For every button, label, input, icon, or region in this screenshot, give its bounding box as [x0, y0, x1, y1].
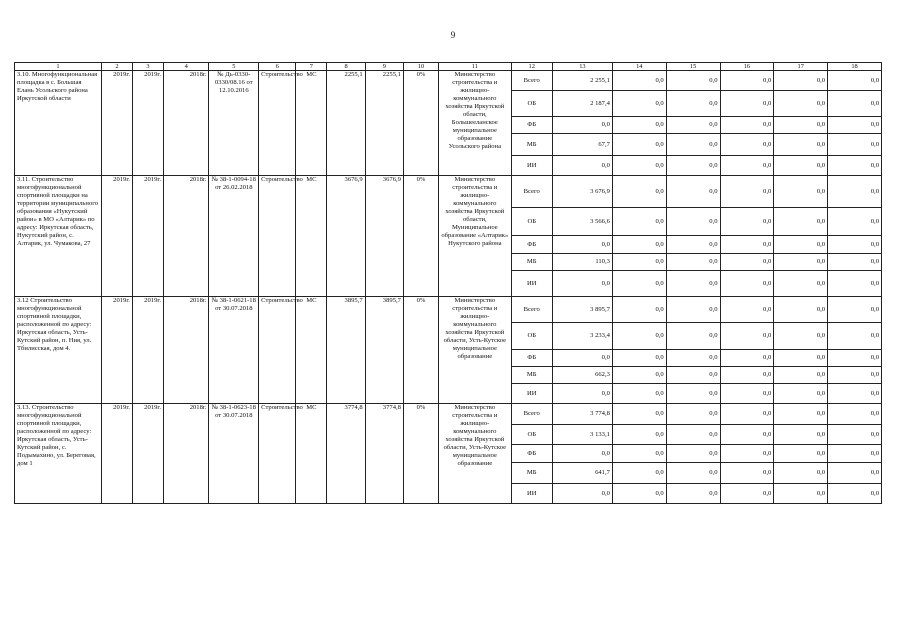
funding-source-label: Всего — [511, 176, 552, 208]
amount-cell: 0,0 — [612, 425, 666, 445]
amount-cell: 0,0 — [666, 208, 720, 236]
amount-cell: 0,0 — [666, 297, 720, 323]
amount-cell: 0,0 — [552, 445, 612, 463]
amount-cell: 0,0 — [774, 71, 828, 91]
amount-cell: 0,0 — [552, 156, 612, 176]
funding-source-label: ФБ — [511, 445, 552, 463]
column-number: 14 — [612, 63, 666, 71]
funding-source-label: ОБ — [511, 91, 552, 117]
amount-cell: 0,0 — [828, 254, 882, 271]
amount-cell: 0,0 — [774, 236, 828, 254]
table-row — [15, 176, 882, 208]
amount-cell: 0,0 — [774, 404, 828, 425]
amount-cell: 0,0 — [774, 367, 828, 384]
column-number: 7 — [296, 63, 327, 71]
amount-cell: 0,0 — [612, 384, 666, 404]
column-number: 11 — [439, 63, 511, 71]
amount-cell: 0,0 — [612, 236, 666, 254]
amount-cell: 0,0 — [828, 236, 882, 254]
amount-cell: 0,0 — [666, 71, 720, 91]
readiness-cell: 0% — [403, 71, 438, 176]
amount-cell: 0,0 — [612, 134, 666, 156]
amount-cell: 0,0 — [828, 297, 882, 323]
amount-cell: 0,0 — [828, 156, 882, 176]
amount-cell: 0,0 — [774, 484, 828, 504]
document-cell: № 38-1-0623-18 от 30.07.2018 — [209, 404, 259, 504]
amount-cell: 0,0 — [774, 445, 828, 463]
amount-cell: 0,0 — [720, 271, 774, 297]
funding-source-label: Всего — [511, 71, 552, 91]
column-number: 9 — [365, 63, 403, 71]
amount-cell: 662,3 — [552, 367, 612, 384]
amount-cell: 3 566,6 — [552, 208, 612, 236]
column-number-row — [15, 63, 882, 71]
amount-cell: 0,0 — [612, 445, 666, 463]
document-cell: № Дь-0330-0330/08.16 от 12.10.2016 — [209, 71, 259, 176]
amount-cell: 3 774,8 — [552, 404, 612, 425]
amount-cell: 0,0 — [612, 404, 666, 425]
year-end-cell: 2019г. — [132, 404, 163, 504]
amount-cell: 0,0 — [720, 425, 774, 445]
page-number: 9 — [450, 30, 456, 40]
object-name-cell: 3.13. Строительство многофункциональной спортивной площадки, расположенной по адресу: Иркутская область, Усть-Кутский район, с. Подымахино, ул. Береговая, дом 1 — [15, 404, 102, 504]
amount-cell: 0,0 — [720, 350, 774, 367]
object-name-cell: 3.10. Многофункциональная площадка в с. Большая Елань Усольского района Иркутской области — [15, 71, 102, 176]
year-start-cell: 2019г. — [101, 404, 132, 504]
funding-source-label: Всего — [511, 404, 552, 425]
amount-cell: 0,0 — [774, 254, 828, 271]
column-number: 17 — [774, 63, 828, 71]
year-start-cell: 2019г. — [101, 71, 132, 176]
table-row — [15, 71, 882, 91]
cost-cell: 3676,9 — [327, 176, 365, 297]
document-cell: № 38-1-0094-18 от 26.02.2018 — [209, 176, 259, 297]
organization-cell: Министерство строительства и жилищно-коммунального хозяйства Иркутской области, Усть-Кутское муниципальное образование — [439, 297, 511, 404]
funding-source-label: ИИ — [511, 156, 552, 176]
amount-cell: 0,0 — [774, 156, 828, 176]
amount-cell: 0,0 — [828, 350, 882, 367]
year-design-cell: 2018г. — [163, 71, 209, 176]
amount-cell: 0,0 — [720, 208, 774, 236]
year-end-cell: 2019г. — [132, 71, 163, 176]
column-number: 16 — [720, 63, 774, 71]
amount-cell: 0,0 — [666, 350, 720, 367]
table-row — [15, 404, 882, 425]
amount-cell: 0,0 — [828, 271, 882, 297]
funding-source-label: ФБ — [511, 117, 552, 134]
column-number: 8 — [327, 63, 365, 71]
amount-cell: 0,0 — [666, 134, 720, 156]
table-row — [15, 297, 882, 323]
amount-cell: 0,0 — [612, 208, 666, 236]
amount-cell: 0,0 — [552, 117, 612, 134]
funding-source-label: ОБ — [511, 323, 552, 350]
amount-cell: 3 895,7 — [552, 297, 612, 323]
amount-cell: 0,0 — [552, 236, 612, 254]
amount-cell: 3 233,4 — [552, 323, 612, 350]
funding-source-label: ИИ — [511, 484, 552, 504]
amount-cell: 2 255,1 — [552, 71, 612, 91]
work-type-cell: Строительство — [259, 297, 296, 404]
amount-cell: 0,0 — [828, 384, 882, 404]
amount-cell: 0,0 — [774, 134, 828, 156]
amount-cell: 0,0 — [828, 425, 882, 445]
amount-cell: 0,0 — [720, 484, 774, 504]
amount-cell: 0,0 — [612, 176, 666, 208]
amount-cell: 0,0 — [666, 384, 720, 404]
amount-cell: 0,0 — [774, 271, 828, 297]
amount-cell: 0,0 — [612, 350, 666, 367]
amount-cell: 2 187,4 — [552, 91, 612, 117]
column-number: 13 — [552, 63, 612, 71]
amount-cell: 0,0 — [612, 484, 666, 504]
year-end-cell: 2019г. — [132, 297, 163, 404]
amount-cell: 0,0 — [828, 117, 882, 134]
column-number: 1 — [15, 63, 102, 71]
amount-cell: 0,0 — [774, 425, 828, 445]
funding-source-label: ОБ — [511, 425, 552, 445]
amount-cell: 0,0 — [666, 254, 720, 271]
organization-cell: Министерство строительства и жилищно-коммунального хозяйства Иркутской области, Большееланское муниципальное образование Усольского района — [439, 71, 511, 176]
amount-cell: 0,0 — [720, 463, 774, 484]
amount-cell: 0,0 — [720, 445, 774, 463]
amount-cell: 0,0 — [666, 463, 720, 484]
amount-cell: 0,0 — [720, 254, 774, 271]
year-start-cell: 2019г. — [101, 297, 132, 404]
amount-cell: 0,0 — [720, 236, 774, 254]
amount-cell: 0,0 — [828, 134, 882, 156]
year-design-cell: 2018г. — [163, 176, 209, 297]
cost-cell: 3895,7 — [327, 297, 365, 404]
object-name-cell: 3.11. Строительство многофункциональной спортивной площадки на территории муниципального образования «Нукутский район» в МО «Алтарик» по адресу: Иркутская область, Нукутский район, с. Алтарик, ул. Чумакова, 27 — [15, 176, 102, 297]
work-type-cell: Строительство — [259, 71, 296, 176]
amount-cell: 0,0 — [774, 350, 828, 367]
remaining-cost-cell: 3676,9 — [365, 176, 403, 297]
amount-cell: 0,0 — [828, 208, 882, 236]
amount-cell: 0,0 — [552, 384, 612, 404]
amount-cell: 0,0 — [828, 367, 882, 384]
amount-cell: 0,0 — [828, 176, 882, 208]
column-number: 5 — [209, 63, 259, 71]
amount-cell: 0,0 — [612, 254, 666, 271]
funding-source-label: ИИ — [511, 384, 552, 404]
work-type-cell: Строительство — [259, 404, 296, 504]
amount-cell: 0,0 — [828, 71, 882, 91]
amount-cell: 0,0 — [666, 404, 720, 425]
readiness-cell: 0% — [403, 176, 438, 297]
amount-cell: 110,3 — [552, 254, 612, 271]
amount-cell: 0,0 — [828, 323, 882, 350]
amount-cell: 0,0 — [720, 91, 774, 117]
amount-cell: 0,0 — [612, 71, 666, 91]
column-number: 15 — [666, 63, 720, 71]
amount-cell: 0,0 — [720, 117, 774, 134]
amount-cell: 0,0 — [666, 367, 720, 384]
amount-cell: 0,0 — [666, 484, 720, 504]
organization-cell: Министерство строительства и жилищно-коммунального хозяйства Иркутской области, Усть-Кутское муниципальное образование — [439, 404, 511, 504]
column-number: 4 — [163, 63, 209, 71]
organization-cell: Министерство строительства и жилищно-коммунального хозяйства Иркутской области, Муниципальное образование «Алтарик» Нукутского района — [439, 176, 511, 297]
funding-source-label: ИИ — [511, 271, 552, 297]
year-design-cell: 2018г. — [163, 297, 209, 404]
amount-cell: 0,0 — [612, 156, 666, 176]
amount-cell: 0,0 — [720, 71, 774, 91]
category-cell: МС — [296, 297, 327, 404]
amount-cell: 0,0 — [720, 404, 774, 425]
amount-cell: 3 133,1 — [552, 425, 612, 445]
amount-cell: 0,0 — [552, 271, 612, 297]
amount-cell: 0,0 — [666, 425, 720, 445]
year-design-cell: 2018г. — [163, 404, 209, 504]
amount-cell: 0,0 — [612, 91, 666, 117]
amount-cell: 0,0 — [666, 445, 720, 463]
amount-cell: 0,0 — [666, 236, 720, 254]
amount-cell: 0,0 — [612, 463, 666, 484]
amount-cell: 0,0 — [720, 297, 774, 323]
amount-cell: 0,0 — [552, 484, 612, 504]
document-cell: № 38-1-0621-18 от 30.07.2018 — [209, 297, 259, 404]
funding-source-label: ФБ — [511, 350, 552, 367]
funding-source-label: МБ — [511, 254, 552, 271]
amount-cell: 0,0 — [720, 367, 774, 384]
amount-cell: 0,0 — [720, 156, 774, 176]
amount-cell: 0,0 — [666, 176, 720, 208]
amount-cell: 0,0 — [774, 297, 828, 323]
work-type-cell: Строительство — [259, 176, 296, 297]
funding-source-label: ФБ — [511, 236, 552, 254]
cost-cell: 3774,8 — [327, 404, 365, 504]
amount-cell: 0,0 — [828, 91, 882, 117]
object-name-cell: 3.12 Строительство многофункциональной спортивной площадки, расположенной по адресу: Иркутская область, Усть-Кутский район, п. Ния, ул. Тбилисская, дом 4. — [15, 297, 102, 404]
amount-cell: 0,0 — [666, 156, 720, 176]
amount-cell: 0,0 — [828, 463, 882, 484]
category-cell: МС — [296, 176, 327, 297]
category-cell: МС — [296, 71, 327, 176]
funding-source-label: ОБ — [511, 208, 552, 236]
amount-cell: 0,0 — [774, 176, 828, 208]
amount-cell: 0,0 — [666, 91, 720, 117]
column-number: 2 — [101, 63, 132, 71]
funding-source-label: Всего — [511, 297, 552, 323]
year-end-cell: 2019г. — [132, 176, 163, 297]
column-number: 10 — [403, 63, 438, 71]
amount-cell: 0,0 — [612, 367, 666, 384]
amount-cell: 0,0 — [774, 384, 828, 404]
amount-cell: 0,0 — [774, 323, 828, 350]
readiness-cell: 0% — [403, 404, 438, 504]
amount-cell: 0,0 — [612, 117, 666, 134]
amount-cell: 0,0 — [828, 484, 882, 504]
remaining-cost-cell: 2255,1 — [365, 71, 403, 176]
data-table — [14, 62, 882, 504]
amount-cell: 0,0 — [666, 117, 720, 134]
amount-cell: 0,0 — [720, 323, 774, 350]
amount-cell: 0,0 — [552, 350, 612, 367]
amount-cell: 0,0 — [720, 134, 774, 156]
amount-cell: 3 676,9 — [552, 176, 612, 208]
cost-cell: 2255,1 — [327, 71, 365, 176]
remaining-cost-cell: 3774,8 — [365, 404, 403, 504]
funding-source-label: МБ — [511, 367, 552, 384]
amount-cell: 67,7 — [552, 134, 612, 156]
funding-source-label: МБ — [511, 134, 552, 156]
amount-cell: 0,0 — [666, 323, 720, 350]
funding-source-label: МБ — [511, 463, 552, 484]
amount-cell: 0,0 — [774, 91, 828, 117]
amount-cell: 0,0 — [612, 271, 666, 297]
remaining-cost-cell: 3895,7 — [365, 297, 403, 404]
column-number: 12 — [511, 63, 552, 71]
amount-cell: 0,0 — [612, 297, 666, 323]
amount-cell: 0,0 — [612, 323, 666, 350]
column-number: 18 — [828, 63, 882, 71]
amount-cell: 0,0 — [666, 271, 720, 297]
amount-cell: 0,0 — [774, 463, 828, 484]
amount-cell: 0,0 — [828, 445, 882, 463]
column-number: 6 — [259, 63, 296, 71]
column-number: 3 — [132, 63, 163, 71]
category-cell: МС — [296, 404, 327, 504]
amount-cell: 641,7 — [552, 463, 612, 484]
amount-cell: 0,0 — [720, 384, 774, 404]
readiness-cell: 0% — [403, 297, 438, 404]
amount-cell: 0,0 — [720, 176, 774, 208]
amount-cell: 0,0 — [828, 404, 882, 425]
amount-cell: 0,0 — [774, 208, 828, 236]
year-start-cell: 2019г. — [101, 176, 132, 297]
amount-cell: 0,0 — [774, 117, 828, 134]
